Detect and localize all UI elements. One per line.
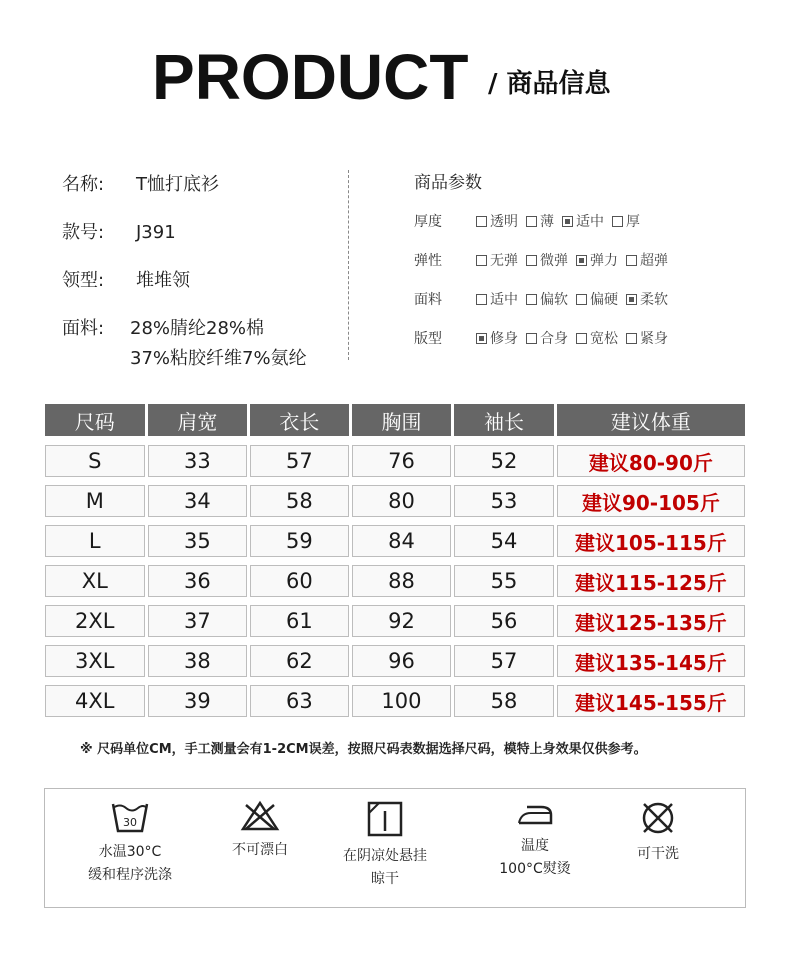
weight-cell: 建议105-115斤 xyxy=(557,525,745,557)
param-option xyxy=(526,250,568,270)
table-cell: 96 xyxy=(352,645,452,677)
header-cell: 袖长 xyxy=(454,404,554,436)
param-option xyxy=(612,211,640,231)
hang-dry-shade-icon xyxy=(365,799,405,839)
unchecked-box-icon xyxy=(526,255,537,266)
param-option-label: 适中 xyxy=(490,292,518,308)
table-cell: 2XL xyxy=(45,605,145,637)
param-label: 面料 xyxy=(414,292,442,308)
info-key: 款号: xyxy=(62,222,105,243)
header-cell: 胸围 xyxy=(352,404,452,436)
table-row xyxy=(45,565,745,597)
table-row xyxy=(45,645,745,677)
care-item-dryclean xyxy=(613,799,703,866)
unchecked-box-icon xyxy=(526,333,537,344)
unchecked-box-icon xyxy=(526,216,537,227)
param-option-label: 微弹 xyxy=(540,253,568,269)
size-note: ※ 尺码单位CM，手工测量会有1-2CM误差，按照尺码表数据选择尺码，模特上身效果仅供参考。 xyxy=(80,742,647,757)
table-cell: M xyxy=(45,485,145,517)
info-value-fabric-line2: 37%粘胶纤维7%氨纶 xyxy=(130,348,307,369)
unchecked-box-icon xyxy=(476,216,487,227)
table-cell: 88 xyxy=(352,565,452,597)
param-option xyxy=(576,328,618,348)
param-row xyxy=(414,327,676,349)
info-key: 面料: xyxy=(62,318,105,339)
table-row xyxy=(45,525,745,557)
table-cell: 38 xyxy=(148,645,248,677)
care-text: 可干洗 xyxy=(637,846,679,862)
header-cell: 建议体重 xyxy=(557,404,745,436)
table-cell: 57 xyxy=(454,645,554,677)
param-option xyxy=(576,250,618,270)
table-cell: 56 xyxy=(454,605,554,637)
table-cell: 62 xyxy=(250,645,349,677)
care-item-wash xyxy=(75,799,185,887)
weight-cell: 建议145-155斤 xyxy=(557,685,745,717)
table-cell: 36 xyxy=(148,565,248,597)
table-cell: 58 xyxy=(250,485,349,517)
table-cell: 58 xyxy=(454,685,554,717)
unchecked-box-icon xyxy=(476,255,487,266)
param-option-label: 紧身 xyxy=(640,331,668,347)
table-row xyxy=(45,685,745,717)
param-option-label: 柔软 xyxy=(640,292,668,308)
unchecked-box-icon xyxy=(626,255,637,266)
table-cell: 59 xyxy=(250,525,349,557)
info-value: 28%腈纶28%棉 xyxy=(130,318,265,339)
checked-box-icon xyxy=(626,294,637,305)
table-cell: 52 xyxy=(454,445,554,477)
param-option xyxy=(526,211,554,231)
table-cell: 57 xyxy=(250,445,349,477)
table-cell: 37 xyxy=(148,605,248,637)
page-subtitle: / 商品信息 xyxy=(488,69,611,99)
param-option-label: 超弹 xyxy=(640,253,668,269)
unchecked-box-icon xyxy=(476,294,487,305)
param-option-label: 弹力 xyxy=(590,253,618,269)
table-cell: 39 xyxy=(148,685,248,717)
table-cell: 84 xyxy=(352,525,452,557)
table-cell: 53 xyxy=(454,485,554,517)
param-option xyxy=(626,289,668,309)
param-option-label: 宽松 xyxy=(590,331,618,347)
table-cell: 55 xyxy=(454,565,554,597)
header-cell: 衣长 xyxy=(250,404,349,436)
table-cell: 80 xyxy=(352,485,452,517)
iron-icon xyxy=(515,799,555,829)
params-title: 商品参数 xyxy=(414,173,482,193)
table-cell: 92 xyxy=(352,605,452,637)
info-value: J391 xyxy=(136,222,176,243)
checked-box-icon xyxy=(476,333,487,344)
param-option xyxy=(526,289,568,309)
param-option-label: 偏硬 xyxy=(590,292,618,308)
param-option xyxy=(476,211,518,231)
dry-clean-icon xyxy=(638,799,678,837)
param-label: 弹性 xyxy=(414,253,442,269)
care-text: 不可漂白 xyxy=(232,842,288,858)
table-cell: 3XL xyxy=(45,645,145,677)
info-row-collar xyxy=(62,268,190,294)
unchecked-box-icon xyxy=(612,216,623,227)
info-key: 领型: xyxy=(62,270,105,291)
wash-temp-label: 30 xyxy=(123,816,137,829)
wash-30-icon xyxy=(110,799,150,835)
param-option-label: 合身 xyxy=(540,331,568,347)
header-cell: 尺码 xyxy=(45,404,145,436)
unchecked-box-icon xyxy=(576,294,587,305)
weight-cell: 建议80-90斤 xyxy=(557,445,745,477)
checked-box-icon xyxy=(562,216,573,227)
checked-box-icon xyxy=(576,255,587,266)
weight-cell: 建议115-125斤 xyxy=(557,565,745,597)
info-value: T恤打底衫 xyxy=(136,174,219,195)
table-cell: 63 xyxy=(250,685,349,717)
param-row xyxy=(414,210,648,232)
care-item-iron xyxy=(485,799,585,881)
param-option-label: 薄 xyxy=(540,214,554,230)
care-text: 温度 xyxy=(521,838,549,854)
param-option xyxy=(626,250,668,270)
param-label: 版型 xyxy=(414,331,442,347)
table-cell: 61 xyxy=(250,605,349,637)
care-text: 水温30°C xyxy=(98,844,162,860)
table-cell: 4XL xyxy=(45,685,145,717)
param-option-label: 透明 xyxy=(490,214,518,230)
care-text: 在阴凉处悬挂 xyxy=(343,848,427,864)
table-row xyxy=(45,605,745,637)
param-option-label: 无弹 xyxy=(490,253,518,269)
param-option-label: 适中 xyxy=(576,214,604,230)
param-option xyxy=(476,328,518,348)
param-option xyxy=(476,289,518,309)
unchecked-box-icon xyxy=(576,333,587,344)
param-option-label: 厚 xyxy=(626,214,640,230)
table-cell: S xyxy=(45,445,145,477)
table-cell: 76 xyxy=(352,445,452,477)
unchecked-box-icon xyxy=(526,294,537,305)
care-item-bleach xyxy=(215,799,305,862)
table-cell: 54 xyxy=(454,525,554,557)
param-label: 厚度 xyxy=(414,214,442,230)
param-row xyxy=(414,249,676,271)
table-cell: L xyxy=(45,525,145,557)
param-option-label: 偏软 xyxy=(540,292,568,308)
care-item-hang xyxy=(330,799,440,891)
info-row-name xyxy=(62,172,219,198)
table-cell: 33 xyxy=(148,445,248,477)
table-cell: 34 xyxy=(148,485,248,517)
table-cell: 35 xyxy=(148,525,248,557)
weight-cell: 建议90-105斤 xyxy=(557,485,745,517)
table-cell: XL xyxy=(45,565,145,597)
table-cell: 100 xyxy=(352,685,452,717)
table-row xyxy=(45,445,745,477)
weight-cell: 建议135-145斤 xyxy=(557,645,745,677)
param-option xyxy=(562,211,604,231)
info-value: 堆堆领 xyxy=(136,270,190,291)
page-title: PRODUCT xyxy=(152,41,469,113)
care-text: 100°C熨烫 xyxy=(499,861,571,877)
param-option xyxy=(476,250,518,270)
section-divider xyxy=(348,170,349,360)
table-cell: 60 xyxy=(250,565,349,597)
care-text: 缓和程序洗涤 xyxy=(88,867,172,883)
info-row-model xyxy=(62,220,176,246)
param-option-label: 修身 xyxy=(490,331,518,347)
param-row xyxy=(414,288,676,310)
info-row-fabric xyxy=(62,316,264,342)
param-option xyxy=(626,328,668,348)
table-row xyxy=(45,485,745,517)
table-header-row xyxy=(45,404,745,436)
no-bleach-icon xyxy=(240,799,280,833)
header-cell: 肩宽 xyxy=(148,404,248,436)
page-header xyxy=(0,42,790,112)
param-option xyxy=(526,328,568,348)
product-params xyxy=(414,170,754,347)
care-text: 晾干 xyxy=(371,871,399,887)
care-instructions xyxy=(44,788,746,908)
param-option xyxy=(576,289,618,309)
info-key: 名称: xyxy=(62,174,105,195)
unchecked-box-icon xyxy=(626,333,637,344)
weight-cell: 建议125-135斤 xyxy=(557,605,745,637)
